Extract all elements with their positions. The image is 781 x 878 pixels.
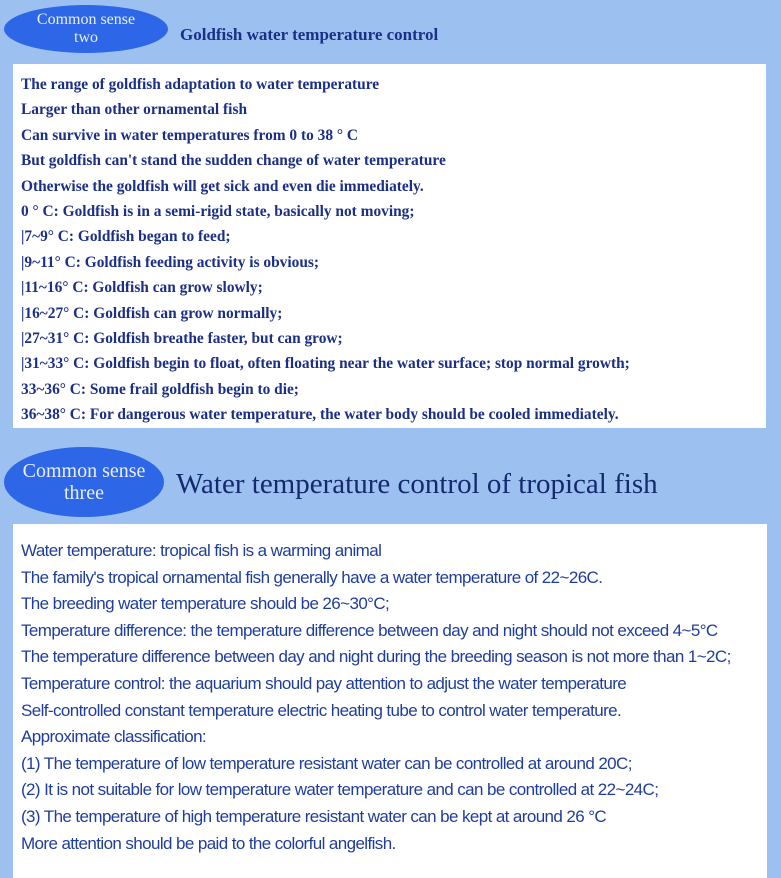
- text-line: |9~11° C: Goldfish feeding activity is obvious;: [21, 253, 320, 271]
- text-line: Water temperature: tropical fish is a warming animal: [21, 541, 382, 560]
- badge-common-sense-two: [4, 5, 168, 53]
- text-line: The range of goldfish adaptation to water temperature: [21, 76, 380, 93]
- text-line: The breeding water temperature should be 26~30°C;: [21, 594, 390, 614]
- badge-line: Common sense: [36, 11, 136, 29]
- text-line: (1) The temperature of low temperature resistant water can be controlled at around 20C;: [21, 753, 632, 773]
- text-line: The temperature difference between day and night during the breeding season is not more than 1~2C;: [21, 647, 731, 667]
- text-line: 36~38° C: For dangerous water temperature, the water body should be cooled immediately.: [21, 406, 619, 424]
- text-line: The family's tropical ornamental fish generally have a water temperature of 22~26C.: [21, 567, 603, 587]
- section-three-title: Water temperature control of tropical fish: [176, 468, 658, 500]
- text-line: But goldfish can't stand the sudden change of water temperature: [21, 152, 446, 170]
- section-two-title: Goldfish water temperature control: [180, 25, 439, 44]
- text-line: 33~36° C: Some frail goldfish begin to die;: [21, 380, 299, 398]
- tropical-text-panel: [13, 524, 767, 878]
- text-line: Approximate classification:: [21, 727, 207, 747]
- text-line: Larger than other ornamental fish: [21, 101, 248, 119]
- badge-line: two: [74, 29, 98, 46]
- text-line: |31~33° C: Goldfish begin to float, often floating near the water surface; stop normal growth;: [21, 355, 630, 373]
- text-line: Otherwise the goldfish will get sick and even die immediately.: [21, 177, 424, 195]
- goldfish-text-panel: [13, 64, 766, 428]
- badge-line: Common sense: [22, 460, 146, 482]
- text-line: Temperature control: the aquarium should pay attention to adjust the water temperature: [21, 673, 627, 693]
- text-line: Temperature difference: the temperature difference between day and night should not exceed 4~5°C: [21, 620, 718, 640]
- badge-common-sense-three: [4, 447, 164, 517]
- text-line: More attention should be paid to the colorful angelfish.: [21, 833, 396, 853]
- text-line: (3) The temperature of high temperature resistant water can be kept at around 26 °C: [21, 806, 607, 826]
- text-line: |11~16° C: Goldfish can grow slowly;: [21, 279, 263, 297]
- tropical-lines: [21, 538, 767, 857]
- text-line: (2) It is not suitable for low temperature water temperature and can be controlled at 22~24C;: [21, 780, 659, 800]
- text-line: Self-controlled constant temperature electric heating tube to control water temperature.: [21, 700, 622, 720]
- text-line: 0 ° C: Goldfish is in a semi-rigid state, basically not moving;: [21, 202, 415, 220]
- text-line: Can survive in water temperatures from 0 to 38 ° C: [21, 126, 359, 144]
- text-line: |16~27° C: Goldfish can grow normally;: [21, 304, 283, 322]
- text-line: |7~9° C: Goldfish began to feed;: [21, 228, 231, 246]
- goldfish-lines: [21, 72, 766, 427]
- badge-line: three: [64, 482, 104, 504]
- text-line: |27~31° C: Goldfish breathe faster, but can grow;: [21, 329, 343, 347]
